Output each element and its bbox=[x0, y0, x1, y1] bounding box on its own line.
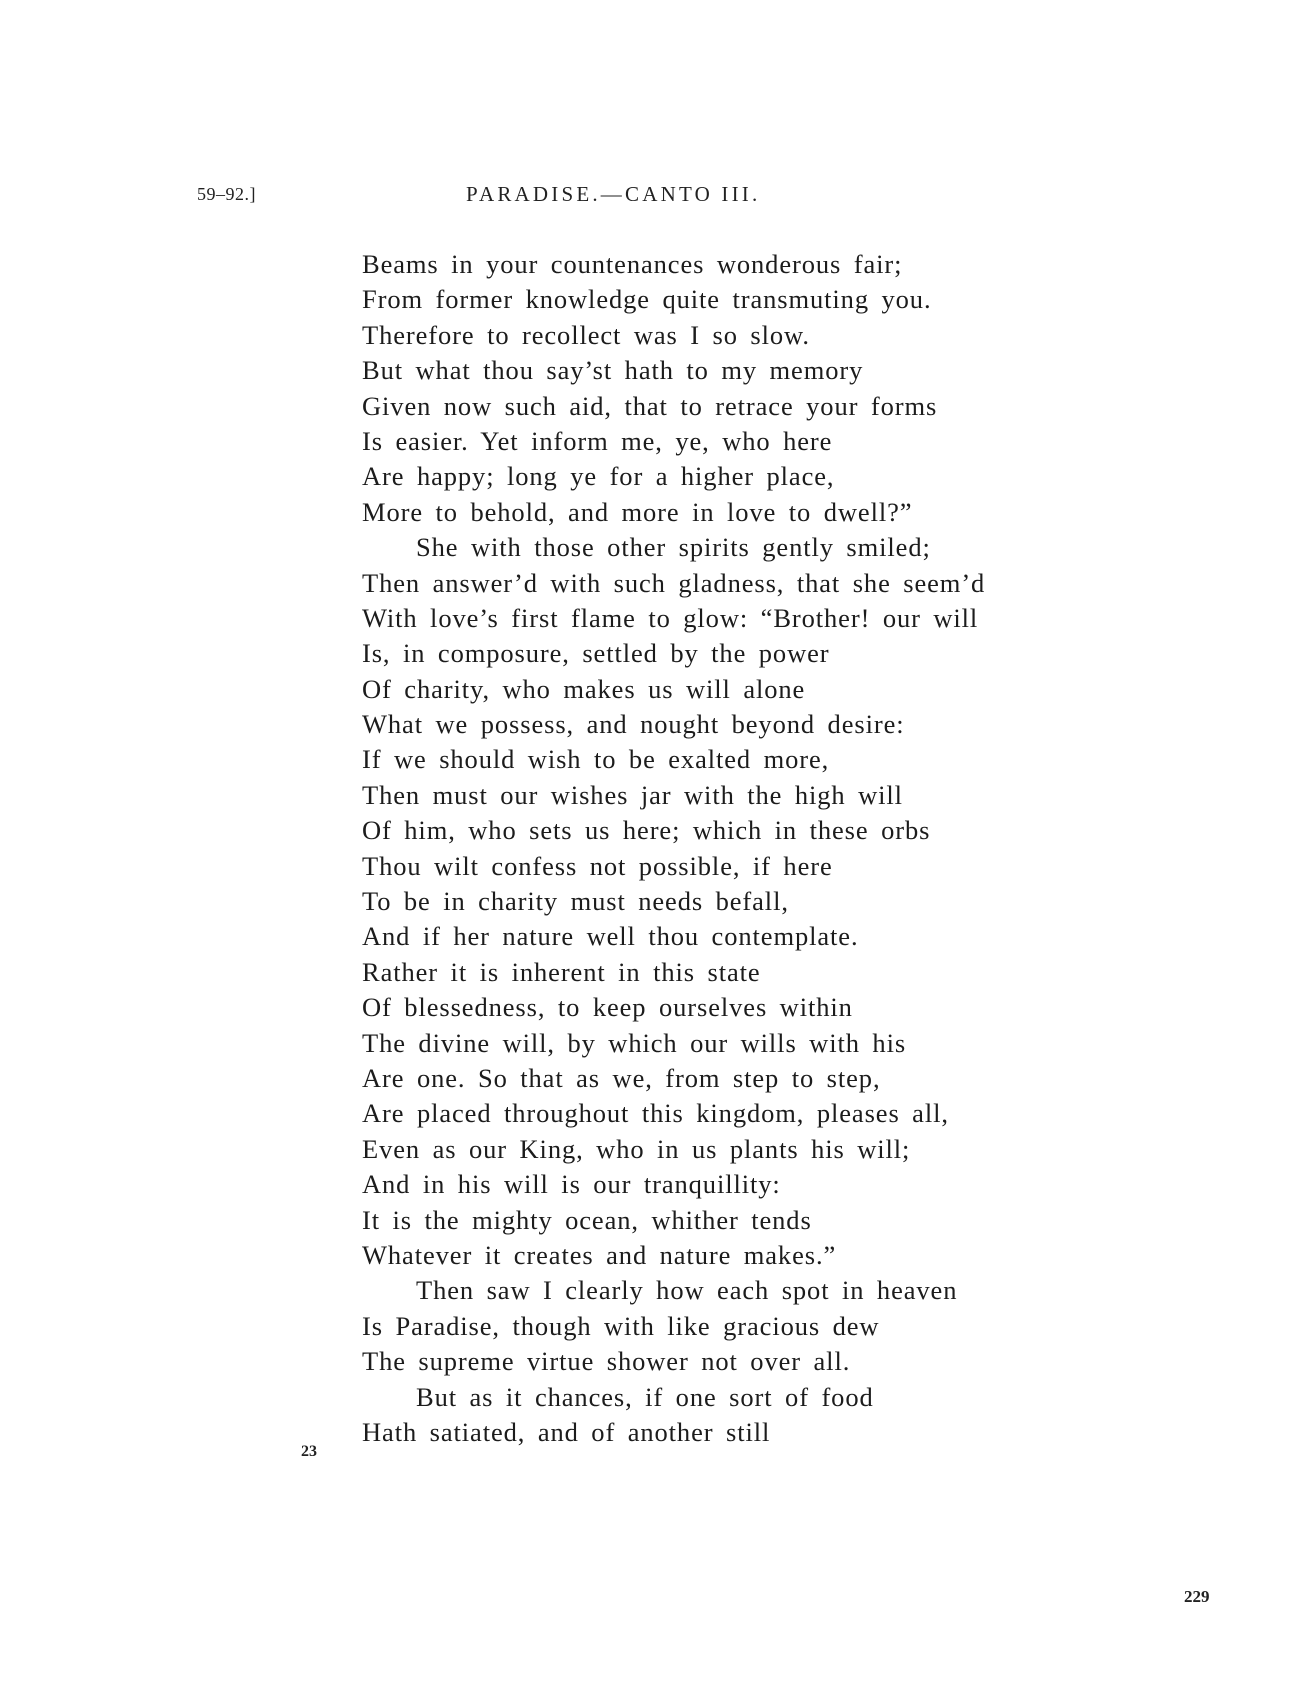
verse-line: What we possess, and nought beyond desire: bbox=[362, 709, 905, 740]
verse-line: Then saw I clearly how each spot in heaven bbox=[416, 1275, 958, 1306]
verse-line: Given now such aid, that to retrace your forms bbox=[362, 390, 938, 421]
verse-line: Whatever it creates and nature makes.” bbox=[362, 1239, 837, 1270]
verse-line: But what thou say’st hath to my memory bbox=[362, 355, 864, 386]
verse-line: Are placed throughout this kingdom, pleases all, bbox=[362, 1098, 949, 1129]
verse-line: Then answer’d with such gladness, that she seem’d bbox=[362, 567, 986, 598]
verse-line: Then must our wishes jar with the high will bbox=[362, 779, 903, 810]
verse-line: And in his will is our tranquillity: bbox=[362, 1169, 781, 1200]
verse-line: The supreme virtue shower not over all. bbox=[362, 1346, 851, 1377]
verse-line: And if her nature well thou contemplate. bbox=[362, 921, 859, 952]
verse-line: Of him, who sets us here; which in these orbs bbox=[362, 815, 931, 846]
verse-line: Is Paradise, though with like gracious dew bbox=[362, 1310, 880, 1341]
verse-line: The divine will, by which our wills with his bbox=[362, 1027, 907, 1058]
verse-line: But as it chances, if one sort of food bbox=[416, 1381, 874, 1412]
verse-line: More to behold, and more in love to dwell?” bbox=[362, 496, 913, 527]
verse-line: Is easier. Yet inform me, ye, who here bbox=[362, 425, 833, 456]
verse-line: She with those other spirits gently smiled; bbox=[416, 532, 931, 563]
verse-line: From former knowledge quite transmuting you. bbox=[362, 284, 932, 315]
line-range-marker: 59–92.] bbox=[197, 184, 256, 204]
verse-line: Therefore to recollect was I so slow. bbox=[362, 319, 810, 350]
verse-line: Thou wilt confess not possible, if here bbox=[362, 850, 833, 881]
verse-line: Hath satiated, and of another still bbox=[362, 1416, 771, 1447]
running-title: PARADISE.—CANTO III. bbox=[466, 182, 761, 206]
verse-line: Even as our King, who in us plants his will; bbox=[362, 1133, 911, 1164]
verse-line: Are happy; long ye for a higher place, bbox=[362, 461, 835, 492]
verse-line: To be in charity must needs befall, bbox=[362, 886, 789, 917]
page-number: 229 bbox=[1184, 1587, 1210, 1606]
verse-line: Rather it is inherent in this state bbox=[362, 956, 761, 987]
verse-line: Are one. So that as we, from step to step, bbox=[362, 1062, 881, 1093]
verse-line: If we should wish to be exalted more, bbox=[362, 744, 830, 775]
verse-block bbox=[362, 247, 985, 1450]
verse-line: Is, in composure, settled by the power bbox=[362, 638, 830, 669]
signature-mark: 23 bbox=[301, 1443, 317, 1460]
verse-line: Beams in your countenances wonderous fair; bbox=[362, 249, 903, 279]
verse-line: With love’s first flame to glow: “Brother! our will bbox=[362, 602, 979, 633]
verse-line: Of blessedness, to keep ourselves within bbox=[362, 992, 853, 1023]
verse-line: Of charity, who makes us will alone bbox=[362, 673, 806, 704]
verse-line: It is the mighty ocean, whither tends bbox=[362, 1204, 812, 1235]
